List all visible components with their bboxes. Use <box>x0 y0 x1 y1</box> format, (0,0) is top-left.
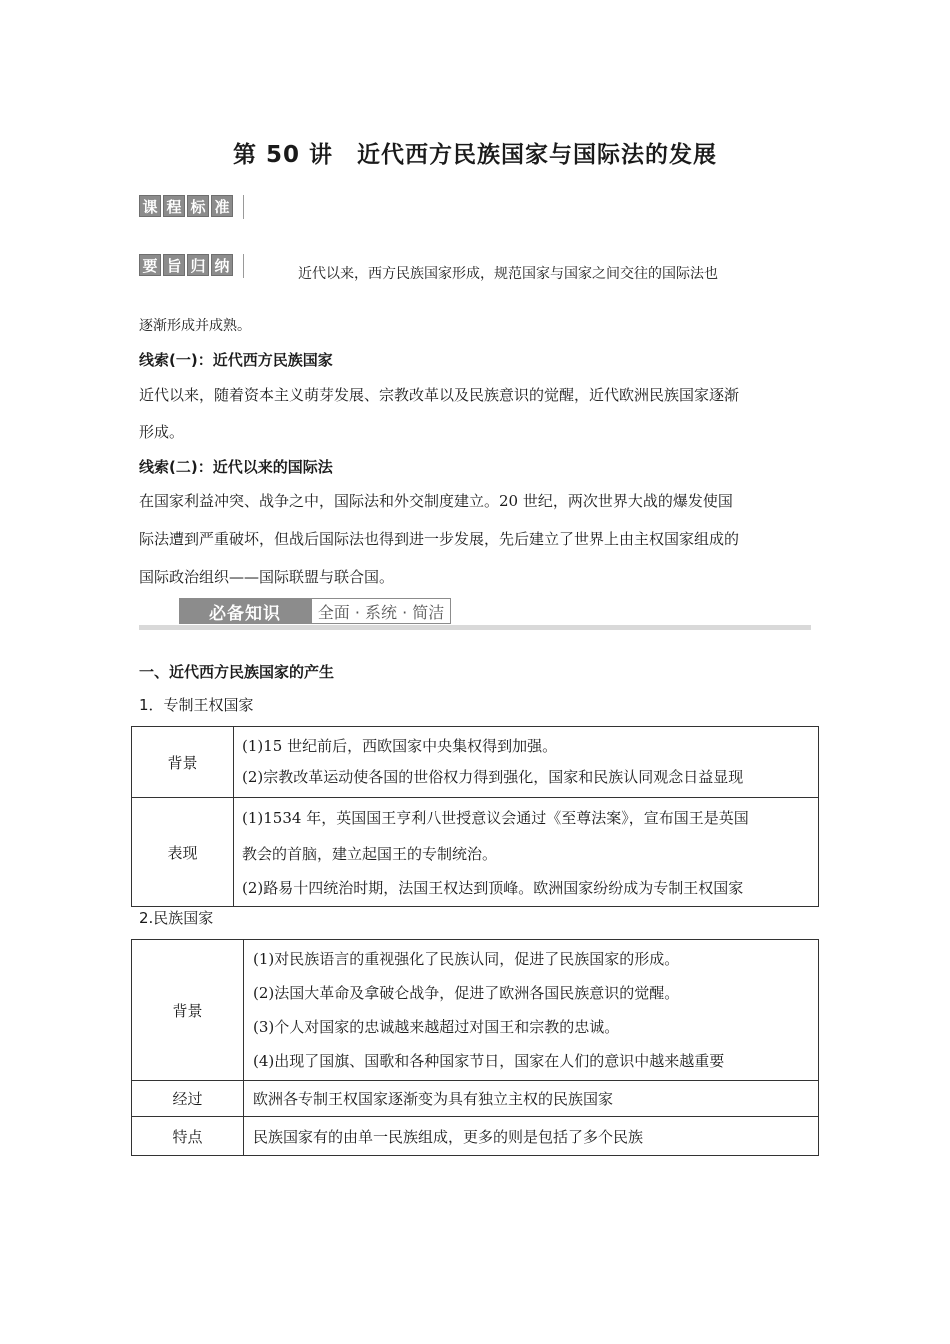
absolute-monarchy-table <box>131 726 819 907</box>
subsection-heading: 2.民族国家 <box>139 909 214 927</box>
clue-1-line: 近代以来，随着资本主义萌芽发展、宗教改革以及民族意识的觉醒，近代欧洲民族国家逐渐 <box>139 386 740 404</box>
row-content-cell <box>234 798 819 907</box>
clue-1-heading: 线索(一)：近代西方民族国家 <box>139 351 333 369</box>
cell-line: 教会的首脑，建立起国王的专制统治。 <box>242 845 498 863</box>
table-row <box>132 1081 819 1117</box>
tag-char: 课 <box>139 195 161 217</box>
row-label-cell: 特点 <box>132 1117 244 1156</box>
row-content-cell <box>244 1117 819 1156</box>
table-row <box>132 940 819 1081</box>
cell-line: (2)宗教改革运动使各国的世俗权力得到强化，国家和民族认同观念日益显现 <box>242 768 744 786</box>
banner-rule <box>139 625 811 630</box>
subsection-heading: 1．专制王权国家 <box>139 696 254 714</box>
cell-line: 民族国家有的由单一民族组成，更多的则是包括了多个民族 <box>253 1127 644 1146</box>
summary-tag <box>139 254 244 278</box>
banner-sub-label: 全面 · 系统 · 简洁 <box>311 598 451 624</box>
page-title: 第 50 讲 近代西方民族国家与国际法的发展 <box>232 142 718 168</box>
cell-line: (1)对民族语言的重视强化了民族认同，促进了民族国家的形成。 <box>253 950 680 968</box>
row-content-cell <box>244 1081 819 1117</box>
tag-char: 归 <box>187 254 209 276</box>
cell-line: (3)个人对国家的忠诚越来越超过对国王和宗教的忠诚。 <box>253 1018 620 1036</box>
row-content-cell <box>234 727 819 798</box>
cell-line: (1)1534 年，英国国王亨利八世授意议会通过《至尊法案》，宣布国王是英国 <box>242 809 749 827</box>
cell-line: (4)出现了国旗、国歌和各种国家节日，国家在人们的意识中越来越重要 <box>253 1052 725 1070</box>
tag-char: 要 <box>139 254 161 276</box>
tag-divider <box>243 254 244 278</box>
summary-text-line-2: 逐渐形成并成熟。 <box>139 318 251 334</box>
row-label-cell: 背景 <box>132 727 234 798</box>
clue-2-line: 国际政治组织——国际联盟与联合国。 <box>139 568 395 586</box>
clue-2-heading: 线索(二)：近代以来的国际法 <box>139 458 333 476</box>
section-heading: 一、近代西方民族国家的产生 <box>139 663 335 681</box>
cell-line: (2)法国大革命及拿破仑战争，促进了欧洲各国民族意识的觉醒。 <box>253 984 680 1002</box>
clue-2-line: 际法遭到严重破坏，但战后国际法也得到进一步发展，先后建立了世界上由主权国家组成的 <box>139 530 740 548</box>
clue-1-line: 形成。 <box>139 423 185 441</box>
row-label-cell: 经过 <box>132 1081 244 1117</box>
table-row <box>132 727 819 798</box>
course-standard-tag <box>139 195 244 219</box>
tag-char: 准 <box>211 195 233 217</box>
banner-main-label: 必备知识 <box>179 598 311 624</box>
tag-char: 标 <box>187 195 209 217</box>
cell-line: (2)路易十四统治时期，法国王权达到顶峰。欧洲国家纷纷成为专制王权国家 <box>242 879 744 897</box>
clue-2-line: 在国家利益冲突、战争之中，国际法和外交制度建立。20 世纪，两次世界大战的爆发使国 <box>139 492 733 510</box>
cell-line: (1)15 世纪前后，西欧国家中央集权得到加强。 <box>242 737 558 755</box>
table-row <box>132 798 819 907</box>
cell-line: 欧洲各专制王权国家逐渐变为具有独立主权的民族国家 <box>253 1090 614 1108</box>
tag-char: 旨 <box>163 254 185 276</box>
tag-char: 纳 <box>211 254 233 276</box>
summary-text-line-1: 近代以来，西方民族国家形成，规范国家与国家之间交往的国际法也 <box>298 266 718 282</box>
tag-divider <box>243 195 244 219</box>
nation-state-table <box>131 939 819 1156</box>
row-content-cell <box>244 940 819 1081</box>
row-label-cell: 背景 <box>132 940 244 1081</box>
tag-char: 程 <box>163 195 185 217</box>
row-label-cell: 表现 <box>132 798 234 907</box>
essential-knowledge-banner <box>139 598 811 630</box>
table-row <box>132 1117 819 1156</box>
